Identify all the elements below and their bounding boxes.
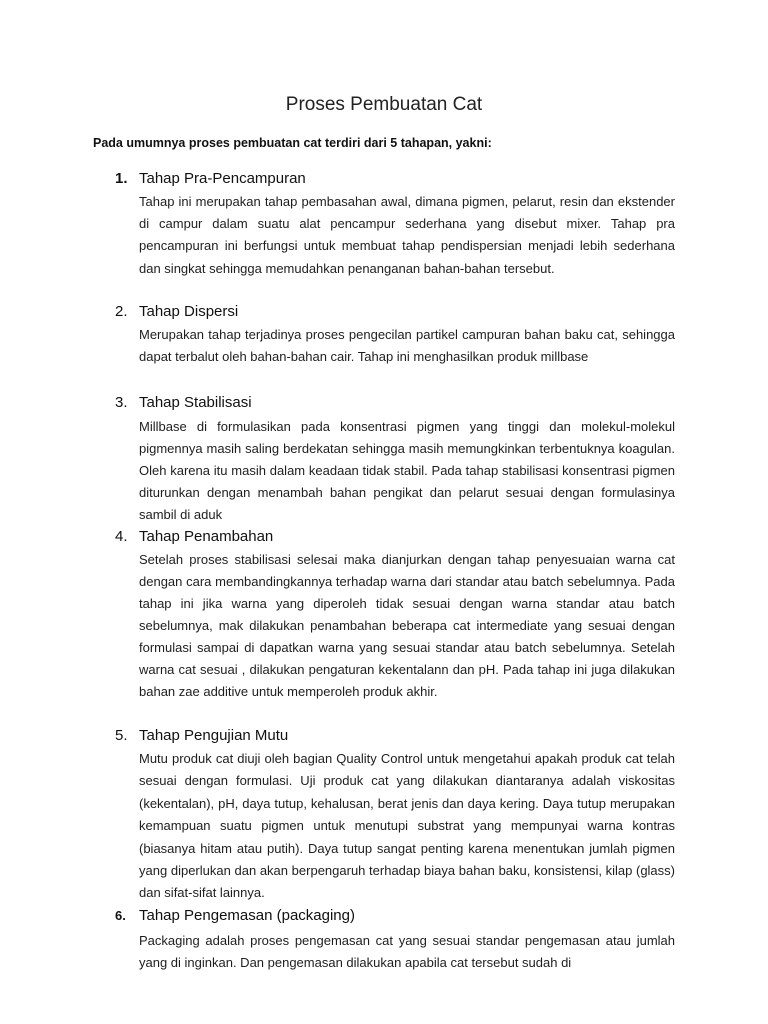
- section-number: 4.: [115, 528, 128, 545]
- section-body: Packaging adalah proses pengemasan cat yang sesuai standar pengemasan atau jumlah yang di inginkan. Dan pengemasan dilakukan apabila cat tersebut sudah di: [139, 933, 675, 970]
- section-header: [0, 905, 768, 929]
- section-body: Mutu produk cat diuji oleh bagian Quality Control untuk mengetahui apakah produk cat telah sesuai dengan formulasi. Uji produk cat yang dilakukan diantaranya adalah viskositas (kekentalan), pH, daya tutup, kehalusan, berat jenis dan daya kering. Daya tutup merupakan kemampuan suatu pigmen untuk menutupi substrat yang mempunyai warna kontras (biasanya hitam atau putih). Daya tutup sangat penting karena menentukan jumlah pigmen yang diperlukan dan akan berpengaruh terhadap biaya bahan baku, konsistensi, kilap (glass) dan sifat-sifat lainnya.: [139, 751, 675, 901]
- section-heading: Tahap Penambahan: [139, 528, 274, 545]
- section-body: Tahap ini merupakan tahap pembasahan awal, dimana pigmen, pelarut, resin dan ekstender di campur dalam suatu alat pencampur sederhana yang disebut mixer. Tahap pra pencampuran ini berfungsi untuk membuat tahap pendispersian menjadi lebih sederhana dan singkat sehingga memudahkan penanganan bahan-bahan tersebut.: [139, 194, 675, 276]
- intro-paragraph: Pada umumnya proses pembuatan cat terdiri dari 5 tahapan, yakni:: [93, 136, 492, 150]
- section-number: 5.: [115, 727, 128, 744]
- section-header: [0, 301, 768, 325]
- section-body: Millbase di formulasikan pada konsentrasi pigmen yang tinggi dan molekul-molekul pigmennya masih saling berdekatan sehingga masih memungkinkan terbentuknya koagulan. Oleh karena itu masih dalam keadaan tidak stabil. Pada tahap stabilisasi konsentrasi pigmen diturunkan dengan menambah bahan pengikat dan pelarut sesuai dengan formulasinya sambil di aduk: [139, 419, 675, 522]
- section-heading: Tahap Pengujian Mutu: [139, 727, 289, 744]
- section-heading: Tahap Pengemasan (packaging): [139, 907, 355, 924]
- section-heading: Tahap Dispersi: [139, 303, 239, 320]
- section-body: Setelah proses stabilisasi selesai maka dianjurkan dengan tahap penyesuaian warna cat dengan cara membandingkannya terhadap warna dari standar atau batch sebelumnya. Pada tahap ini jika warna yang diperoleh tidak sesuai dengan warna standar atau batch sebelumnya, mak dilakukan penambahan beberapa cat intermediate yang sesuai dengan formulasi sampai di dapatkan warna yang sesuai standar atau batch sebelumnya. Setelah warna cat sesuai , dilakukan pengaturan kekentalann dan pH. Pada tahap ini juga dilakukan bahan zae additive untuk memperoleh produk akhir.: [139, 552, 675, 699]
- section-number: 2.: [115, 303, 128, 320]
- section-header: [0, 392, 768, 416]
- section-header: [0, 725, 768, 749]
- section-number: 6.: [115, 908, 126, 923]
- section-heading: Tahap Stabilisasi: [139, 394, 252, 411]
- section-number: 3.: [115, 394, 128, 411]
- section-body: Merupakan tahap terjadinya proses pengecilan partikel campuran bahan baku cat, sehingga dapat terbalut oleh bahan-bahan cair. Tahap ini menghasilkan produk millbase: [139, 327, 675, 364]
- section-heading: Tahap Pra-Pencampuran: [139, 170, 306, 187]
- section-number: 1.: [115, 170, 128, 187]
- page-title: Proses Pembuatan Cat: [285, 94, 483, 115]
- section-header: [0, 526, 768, 550]
- section-header: [0, 168, 768, 192]
